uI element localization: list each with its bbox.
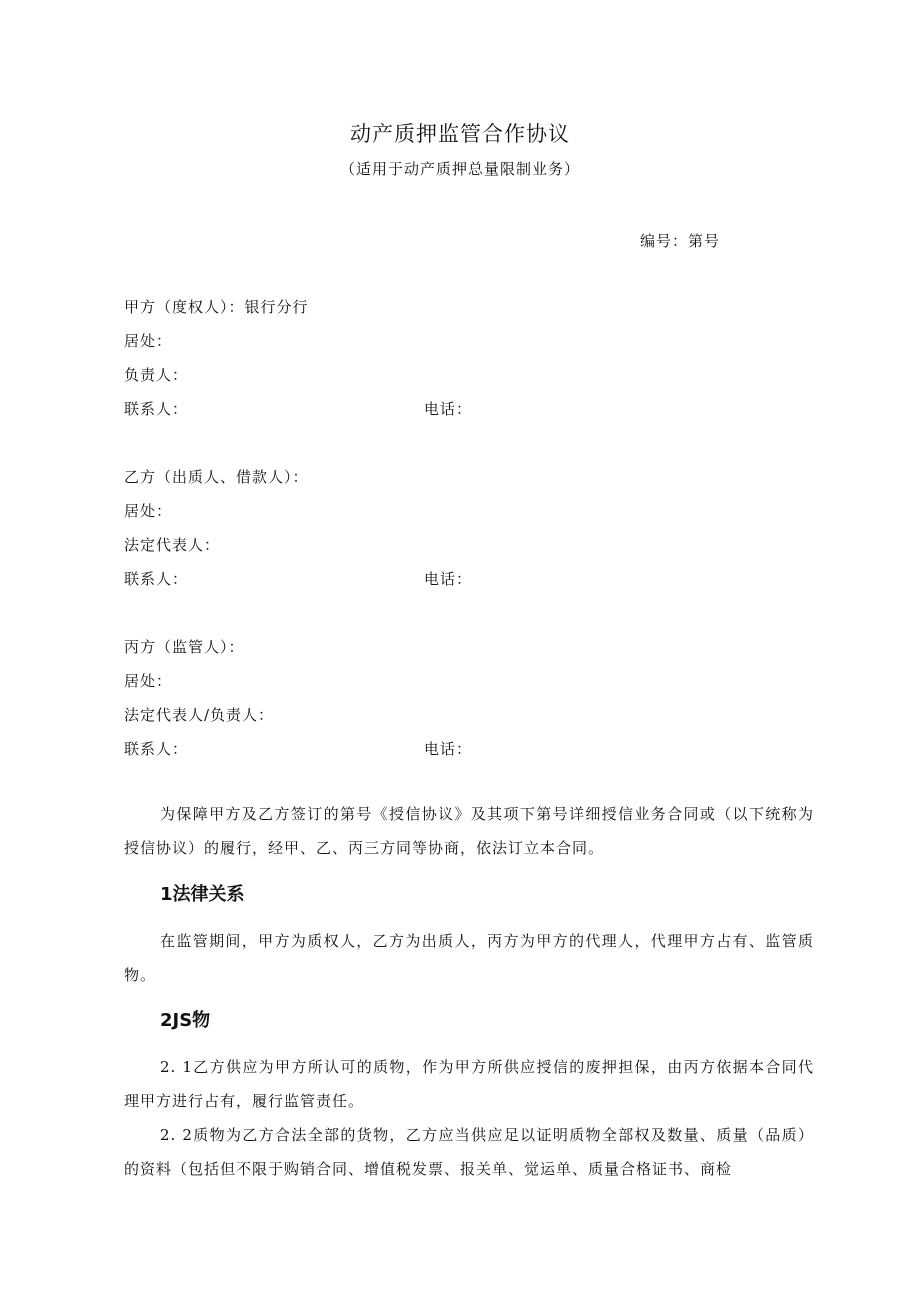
party-b-contact: 联系人： (124, 570, 189, 588)
clause-2-2: 2. 2质物为乙方合法全部的货物，乙方应当供应足以证明质物全部权及数量、质量（品质）的资料（包括但不限于购销合同、增值税发票、报关单、觉运单、质量合格证书、商检 (124, 1126, 814, 1178)
document-subtitle: （适用于动产质押总量限制业务） (339, 160, 580, 178)
preamble-paragraph: 为保障甲方及乙方签订的第号《授信协议》及其项下第号详细授信业务合同或（以下统称为授信协议）的履行，经甲、乙、丙三方同等协商，依法订立本合同。 (124, 805, 814, 857)
party-b-representative: 法定代表人： (124, 536, 221, 554)
party-c-contact: 联系人： (124, 740, 189, 758)
party-a-address: 居处： (124, 332, 173, 350)
party-a-principal: 负责人： (124, 366, 189, 384)
party-b-address: 居处： (124, 502, 173, 520)
party-c-representative: 法定代表人/负责人： (124, 706, 275, 724)
section-1-paragraph: 在监管期间，甲方为质权人，乙方为出质人，丙方为甲方的代理人，代理甲方占有、监管质物。 (124, 932, 814, 984)
section-2-heading: 2JS物 (160, 1010, 211, 1031)
party-a-phone: 电话： (424, 400, 473, 418)
clause-2-1: 2. 1乙方供应为甲方所认可的质物，作为甲方所供应授信的废押担保，由丙方依据本合同代理甲方进行占有，履行监管责任。 (124, 1058, 814, 1110)
document-number: 编号：第号 (640, 232, 721, 250)
section-1-heading: 1法律关系 (160, 884, 245, 905)
party-a-name: 甲方（度权人）：银行分行 (124, 298, 309, 316)
party-b-name: 乙方（出质人、借款人）： (124, 468, 309, 486)
document-title: 动产质押监管合作协议 (350, 122, 570, 146)
party-c-name: 丙方（监管人）： (124, 638, 245, 656)
party-c-address: 居处： (124, 672, 173, 690)
party-c-phone: 电话： (424, 740, 473, 758)
party-a-contact: 联系人： (124, 400, 189, 418)
party-b-phone: 电话： (424, 570, 473, 588)
